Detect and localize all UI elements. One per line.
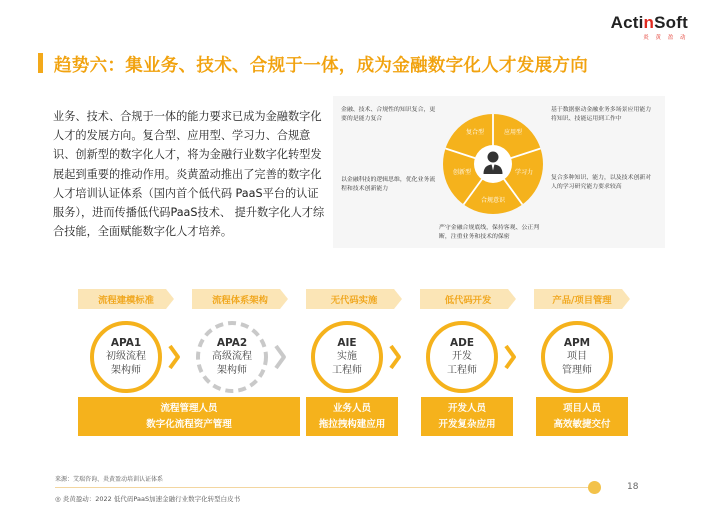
footer-dot bbox=[588, 481, 601, 494]
chevron-right-icon bbox=[273, 343, 287, 375]
brand-name: ActinSoft bbox=[610, 13, 688, 32]
segment-label: 复合型 bbox=[465, 129, 485, 136]
chevron-right-icon bbox=[388, 343, 402, 375]
category-tab: 无代码实施 bbox=[306, 289, 402, 309]
track-categories bbox=[78, 289, 628, 309]
target-box-desc: 数字化流程资产管理 bbox=[146, 418, 232, 430]
cert-circle-apa2 bbox=[195, 320, 269, 394]
cert-circle-apm bbox=[540, 320, 614, 394]
category-tab: 低代码开发 bbox=[420, 289, 516, 309]
cert-circle-aie bbox=[310, 320, 384, 394]
segment-label: 学习力 bbox=[514, 169, 534, 176]
trait-note-bottom: 严守金融合规底线，保持客观、公正判断，注重业务和技术的保密 bbox=[439, 225, 540, 240]
target-box-process-managers bbox=[78, 397, 300, 436]
segment-label: 创新型 bbox=[452, 169, 472, 176]
cert-code: APA2 bbox=[216, 337, 248, 349]
source-note: 来源：艾瑞咨询、炎黄盈动培训认证体系 bbox=[55, 476, 164, 483]
target-box-title: 流程管理人员 bbox=[160, 402, 218, 414]
trait-note-mid-left: 以金融科技的逻辑思维，优化业务流程和技术创新能力 bbox=[341, 177, 436, 192]
cert-code: APA1 bbox=[110, 337, 142, 349]
cert-code: APM bbox=[563, 337, 591, 349]
trait-note-top-right: 基于数据驱动金融业务多场景应用能力将知识、技能运用到工作中 bbox=[551, 107, 652, 122]
page-number: 18 bbox=[627, 482, 639, 492]
cert-role: 工程师 bbox=[447, 364, 477, 376]
brand-subtitle: 炎 黄 盈 动 bbox=[643, 35, 688, 41]
target-box-project-staff bbox=[536, 397, 628, 436]
chevron-right-icon bbox=[503, 343, 517, 375]
target-box-desc: 拖拉拽构建应用 bbox=[318, 418, 386, 430]
cert-role: 高级流程 bbox=[212, 351, 252, 362]
footer-divider bbox=[55, 487, 595, 488]
cert-role: 管理师 bbox=[562, 364, 592, 376]
trait-note-top-left: 金融、技术、合规性的知识复合，更要的是能力复合 bbox=[341, 107, 436, 122]
trait-note-mid-right: 复合多种知识、能力，以及技术创新对人的学习研究能力要求较高 bbox=[551, 175, 652, 190]
page-title: 趋势六：集业务、技术、合规于一体，成为金融数字化人才发展方向 bbox=[54, 56, 588, 76]
footer-text: ◎ 炎黄盈动：2022 低代码PaaS加速金融行业数字化转型白皮书 bbox=[55, 495, 241, 503]
segment-label: 合规意识 bbox=[480, 197, 506, 204]
cert-code: ADE bbox=[449, 337, 474, 349]
cert-role: 工程师 bbox=[332, 364, 362, 376]
cert-role: 项目 bbox=[567, 351, 587, 362]
target-box-desc: 开发复杂应用 bbox=[438, 418, 496, 430]
cert-role: 架构师 bbox=[217, 364, 247, 376]
cert-role: 实施 bbox=[337, 351, 357, 362]
cert-role: 初级流程 bbox=[106, 351, 146, 362]
cert-role: 开发 bbox=[452, 351, 472, 362]
brand-logo bbox=[611, 14, 688, 41]
cert-role: 架构师 bbox=[111, 364, 141, 376]
target-box-title: 项目人员 bbox=[562, 402, 601, 414]
title-accent-bar bbox=[38, 53, 43, 73]
chevron-right-icon bbox=[167, 343, 181, 375]
cert-code: AIE bbox=[337, 337, 357, 349]
target-box-developers bbox=[421, 397, 513, 436]
cert-circle-apa1 bbox=[89, 320, 163, 394]
category-tab: 产品/项目管理 bbox=[534, 289, 630, 309]
target-box-business-users bbox=[306, 397, 398, 436]
category-tab: 流程体系架构 bbox=[192, 289, 288, 309]
cert-circle-ade bbox=[425, 320, 499, 394]
segment-label: 应用型 bbox=[503, 129, 523, 136]
talent-traits-diagram bbox=[333, 96, 665, 248]
intro-paragraph: 业务、技术、合规于一体的能力要求已成为金融数字化人才的发展方向。复合型、应用型、学习力、合规意识、创新型的数字化人才，将为金融行业数字化转型发展起到重要的推动作用。炎黄盈动推出了完善的数字化人才培训认证体系（国内首个低代码 PaaS平台的认证服务），进而传播低代码PaaS技术、 提升数字化人才综合技能，全面赋能数字化人才培养。 bbox=[53, 110, 325, 239]
target-box-title: 开发人员 bbox=[447, 402, 486, 414]
category-tab: 流程建模标准 bbox=[78, 289, 174, 309]
target-box-title: 业务人员 bbox=[332, 402, 371, 414]
target-box-desc: 高效敏捷交付 bbox=[553, 418, 611, 430]
